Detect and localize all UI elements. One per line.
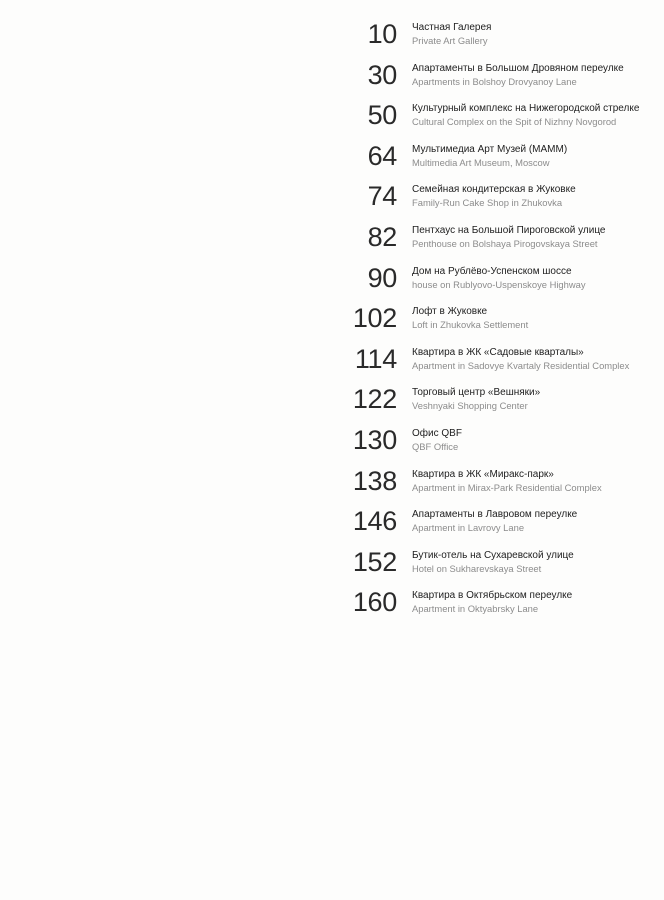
entry-titles <box>412 21 491 47</box>
toc-entry <box>0 222 664 263</box>
entry-titles <box>412 265 586 291</box>
page-number: 82 <box>367 221 397 252</box>
entry-titles <box>412 549 574 575</box>
title-ru: Торговый центр «Вешняки» <box>412 387 541 399</box>
toc-entry <box>0 263 664 304</box>
title-en: Family-Run Cake Shop in Zhukovka <box>412 197 563 209</box>
toc-entry <box>0 181 664 222</box>
title-ru: Квартира в ЖК «Миракс-парк» <box>412 468 554 480</box>
page-number: 102 <box>352 303 397 334</box>
toc-entry <box>0 344 664 385</box>
toc-entry <box>0 425 664 466</box>
page-number: 138 <box>352 465 397 496</box>
title-en: Cultural Complex on the Spit of Nizhny Novgorod <box>412 116 617 128</box>
toc-entry <box>0 506 664 547</box>
title-ru: Лофт в Жуковке <box>412 306 488 318</box>
toc-entry <box>0 19 664 60</box>
entry-titles <box>412 508 577 534</box>
title-en: QBF Office <box>412 440 459 452</box>
toc-entry <box>0 60 664 101</box>
title-en: Apartment in Oktyabrsky Lane <box>412 603 539 615</box>
entry-titles <box>412 62 624 88</box>
page-number: 130 <box>352 424 397 455</box>
entry-titles <box>412 468 602 494</box>
title-ru: Квартира в ЖК «Садовые кварталы» <box>412 346 584 358</box>
page-number: 122 <box>352 384 397 415</box>
page-number: 114 <box>354 343 397 374</box>
title-en: Loft in Zhukovka Settlement <box>412 319 529 331</box>
toc-entry <box>0 547 664 588</box>
entry-titles <box>412 589 572 615</box>
entry-titles <box>412 386 540 412</box>
title-en: Apartments in Bolshoy Drovyanoy Lane <box>412 75 577 87</box>
page-number: 74 <box>367 181 397 212</box>
page-number: 146 <box>352 506 397 537</box>
entry-titles <box>412 305 528 331</box>
title-en: house on Rublyovo-Uspenskoye Highway <box>412 278 586 290</box>
entry-titles <box>412 224 606 250</box>
title-en: Hotel on Sukharevskaya Street <box>412 562 542 574</box>
title-ru: Офис QBF <box>412 427 462 439</box>
page-number: 64 <box>367 140 397 171</box>
title-en: Private Art Gallery <box>412 35 488 46</box>
toc-entry <box>0 141 664 182</box>
title-ru: Частная Галерея <box>412 22 492 33</box>
title-ru: Апартаменты в Лавровом переулке <box>412 509 578 521</box>
toc-entry <box>0 384 664 425</box>
toc-entry <box>0 303 664 344</box>
title-en: Apartment in Sadovye Kvartaly Residential Complex <box>412 359 630 371</box>
page-number: 152 <box>352 546 397 577</box>
title-ru: Пентхаус на Большой Пироговской улице <box>412 224 606 236</box>
title-en: Multimedia Art Museum, Moscow <box>412 156 550 168</box>
toc-entry <box>0 100 664 141</box>
entry-titles <box>412 143 567 169</box>
title-en: Veshnyaki Shopping Center <box>412 400 528 412</box>
entry-titles <box>412 183 576 209</box>
page-number: 90 <box>367 262 397 293</box>
toc-entry <box>0 466 664 507</box>
toc-entry <box>0 587 664 628</box>
entry-titles <box>412 427 462 453</box>
page-number: 10 <box>367 19 397 49</box>
entry-titles <box>412 102 639 128</box>
title-en: Apartment in Lavrovy Lane <box>412 522 525 534</box>
title-en: Apartment in Mirax-Park Residential Complex <box>412 481 602 493</box>
page-number: 160 <box>352 587 397 618</box>
page-number: 30 <box>367 59 397 90</box>
title-ru: Апартаменты в Большом Дровяном переулке <box>412 62 624 74</box>
title-ru: Бутик-отель на Сухаревской улице <box>412 549 574 561</box>
page-number: 50 <box>367 100 397 131</box>
title-ru: Дом на Рублёво-Успенском шоссе <box>412 265 572 277</box>
title-en: Penthouse on Bolshaya Pirogovskaya Street <box>412 237 598 249</box>
title-ru: Культурный комплекс на Нижегородской стрелке <box>412 103 640 115</box>
title-ru: Мультимедиа Арт Музей (МАММ) <box>412 143 568 155</box>
table-of-contents <box>0 19 664 628</box>
entry-titles <box>412 346 629 372</box>
title-ru: Семейная кондитерская в Жуковке <box>412 184 576 196</box>
title-ru: Квартира в Октябрьском переулке <box>412 590 573 602</box>
